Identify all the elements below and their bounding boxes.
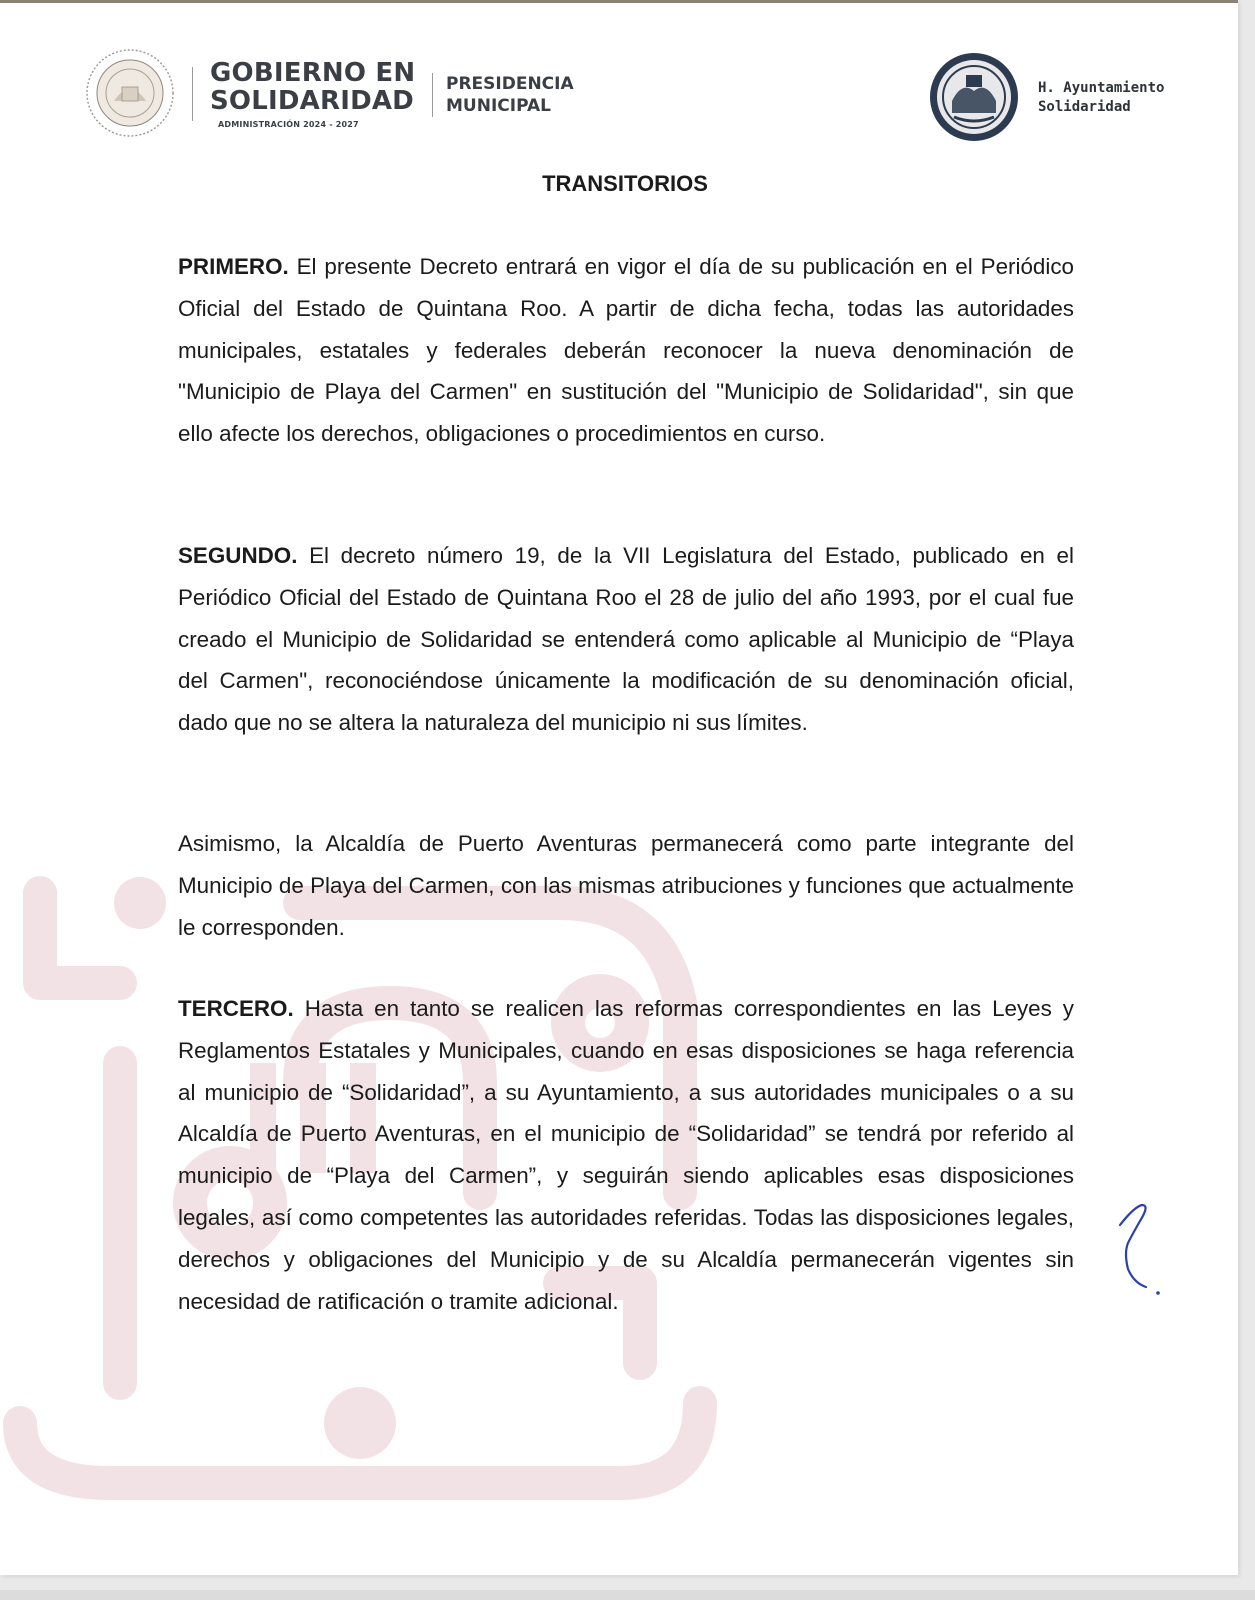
paragraph-tercero bbox=[178, 988, 1074, 1322]
paragraph-segundo bbox=[178, 535, 1074, 744]
ayuntamiento-seal-logo bbox=[928, 51, 1020, 143]
presidencia-municipal: PRESIDENCIA MUNICIPAL bbox=[446, 74, 574, 116]
paragraph-text: Hasta en tanto se realicen las reformas correspondientes en las Leyes y Reglamentos Estatales y Municipales, cuando en esas disposiciones se haga referencia al municipio de “Solidaridad”, a su Ayuntamiento, a sus autoridades municipales o a su Alcaldía de Puerto Aventuras, en el municipio de “Solidaridad” se tendrá por referido al municipio de “Playa del Carmen”, y seguirán siendo aplicables esas disposiciones legales, así como competentes las autoridades referidas. Todas las disposiciones legales, derechos y obligaciones del Municipio y de su Alcaldía permanecerán vigentes sin necesidad de ratificación o tramite adicional. bbox=[178, 996, 1074, 1314]
paragraph-label: SEGUNDO. bbox=[178, 543, 298, 568]
paragraph-primero bbox=[178, 246, 1074, 455]
paragraph-text: El decreto número 19, de la VII Legislatura del Estado, publicado en el Periódico Oficial del Estado de Quintana Roo el 28 de julio del año 1993, por el cual fue creado el Municipio de Solidaridad se entenderá como aplicable al Municipio de “Playa del Carmen", reconociéndose únicamente la modificación de su denominación oficial, dado que no se altera la naturaleza del municipio ni sus límites. bbox=[178, 543, 1074, 736]
municipal-seal-logo bbox=[84, 47, 176, 139]
header-divider bbox=[432, 73, 433, 117]
paragraph-label: TERCERO. bbox=[178, 996, 294, 1021]
page-edge bbox=[0, 1590, 1255, 1600]
header-divider bbox=[192, 67, 193, 121]
handwritten-initial-signature bbox=[1112, 1199, 1172, 1305]
government-title: GOBIERNO EN SOLIDARIDAD bbox=[210, 58, 416, 116]
paragraph-text: El presente Decreto entrará en vigor el día de su publicación en el Periódico Oficial del Estado de Quintana Roo. A partir de dicha fecha, todas las autoridades municipales, estatales y federales deberán reconocer la nueva denominación de "Municipio de Playa del Carmen" en sustitución del "Municipio de Solidaridad", sin que ello afecte los derechos, obligaciones o procedimientos en curso. bbox=[178, 254, 1074, 447]
administration-period: ADMINISTRACIÓN 2024 - 2027 bbox=[218, 120, 359, 129]
ayuntamiento-label: H. Ayuntamiento Solidaridad bbox=[1038, 80, 1165, 115]
page-title: TRANSITORIOS bbox=[542, 171, 708, 196]
paragraph-label: PRIMERO. bbox=[178, 254, 289, 279]
paragraph-asimismo bbox=[178, 823, 1074, 948]
paragraph-text: Asimismo, la Alcaldía de Puerto Aventuras permanecerá como parte integrante del Municipio de Playa del Carmen, con las mismas atribuciones y funciones que actualmente le corresponden. bbox=[178, 831, 1074, 940]
